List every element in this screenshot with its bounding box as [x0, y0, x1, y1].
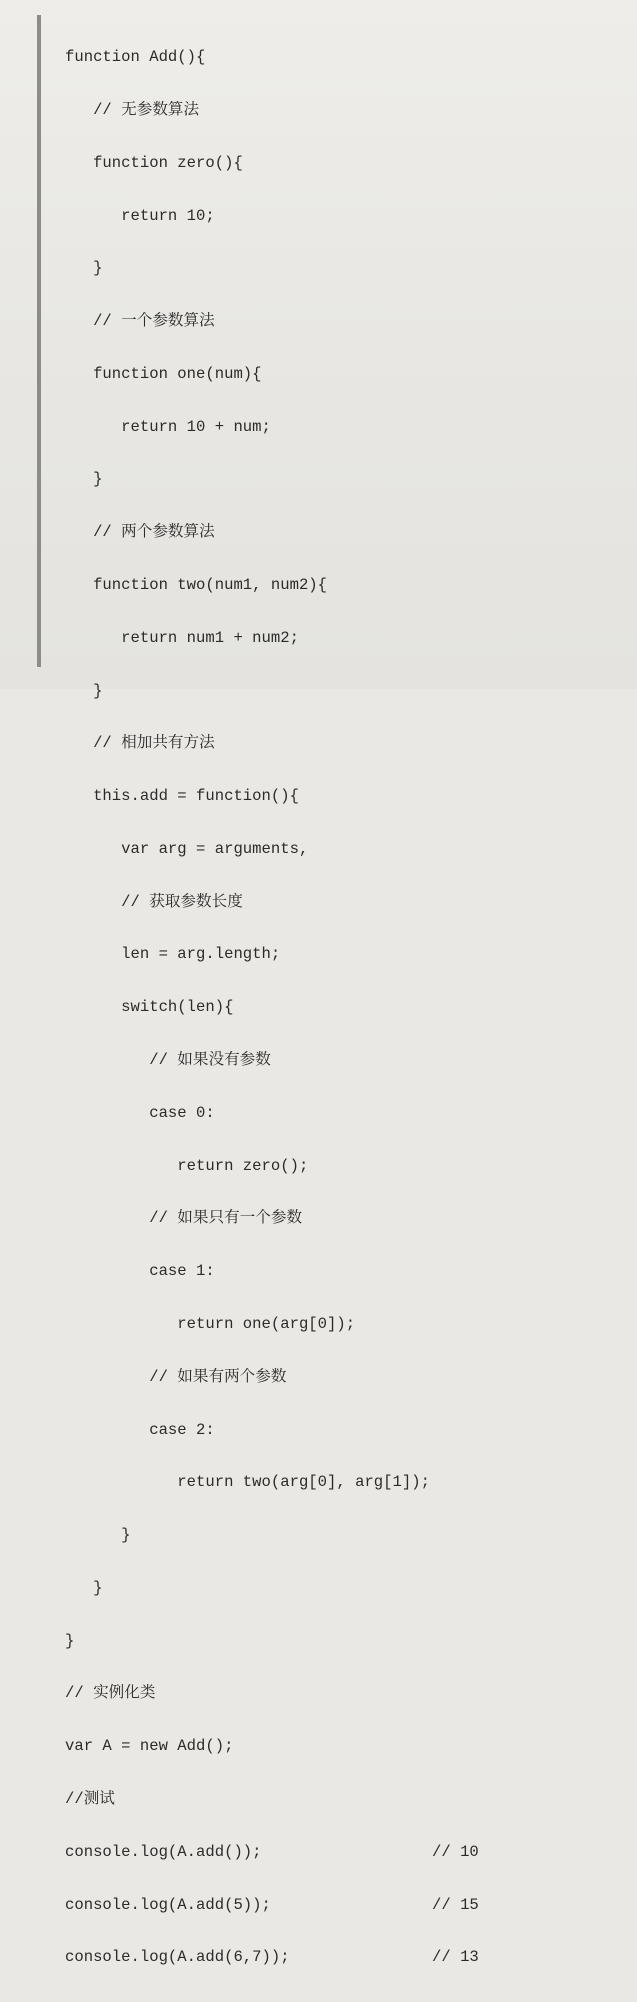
code-line: function Add(){: [65, 48, 206, 67]
output-comment: // 15: [432, 1895, 479, 1914]
code-line: function one(num){: [65, 364, 262, 383]
code-line: function two(num1, num2){: [65, 576, 328, 594]
console-call: console.log(A.add(6,7));: [65, 1948, 290, 1967]
console-call: console.log(A.add());: [65, 1842, 262, 1861]
code-comment-line: // 相加共有方法: [65, 734, 215, 753]
code-line-with-output: [65, 1948, 479, 1967]
code-comment-line: //测试: [65, 1789, 115, 1808]
code-line: return two(arg[0], arg[1]);: [65, 1473, 430, 1492]
code-line: this.add = function(){: [65, 787, 299, 806]
code-line-with-output: [65, 1842, 479, 1862]
code-line: }: [65, 1578, 103, 1597]
code-line: function zero(){: [65, 153, 243, 172]
code-line: return num1 + num2;: [65, 628, 299, 647]
code-line: }: [65, 1526, 131, 1545]
code-line-with-output: [65, 1895, 479, 1915]
code-line: }: [65, 1631, 75, 1650]
code-line: case 2:: [65, 1420, 215, 1439]
code-comment-line: // 获取参数长度: [65, 892, 243, 911]
code-line: return 10;: [65, 206, 215, 225]
code-line: return one(arg[0]);: [65, 1314, 356, 1333]
code-line: }: [65, 259, 103, 278]
code-comment-line: // 如果有两个参数: [65, 1367, 287, 1386]
code-comment-line: // 两个参数算法: [65, 523, 215, 542]
code-line: var A = new Add();: [65, 1737, 234, 1756]
code-block-margin-bar: [37, 15, 41, 667]
code-line: len = arg.length;: [65, 945, 281, 964]
code-comment-line: // 如果没有参数: [65, 1051, 271, 1070]
code-comment-line: // 如果只有一个参数: [65, 1209, 303, 1228]
code-block: [65, 14, 479, 2002]
code-comment-line: // 一个参数算法: [65, 312, 215, 331]
code-comment-line: // 实例化类: [65, 1684, 156, 1703]
code-line: case 1:: [65, 1262, 215, 1281]
code-line: return 10 + num;: [65, 417, 271, 436]
output-comment: // 13: [432, 1948, 479, 1967]
code-comment-line: // 无参数算法: [65, 100, 200, 119]
code-line: }: [65, 681, 103, 700]
code-line: var arg = arguments,: [65, 839, 309, 858]
output-comment: // 10: [432, 1842, 479, 1861]
code-line: }: [65, 470, 103, 489]
code-line: return zero();: [65, 1156, 309, 1175]
code-line: case 0:: [65, 1103, 215, 1122]
code-line: switch(len){: [65, 998, 234, 1017]
console-call: console.log(A.add(5));: [65, 1895, 271, 1914]
